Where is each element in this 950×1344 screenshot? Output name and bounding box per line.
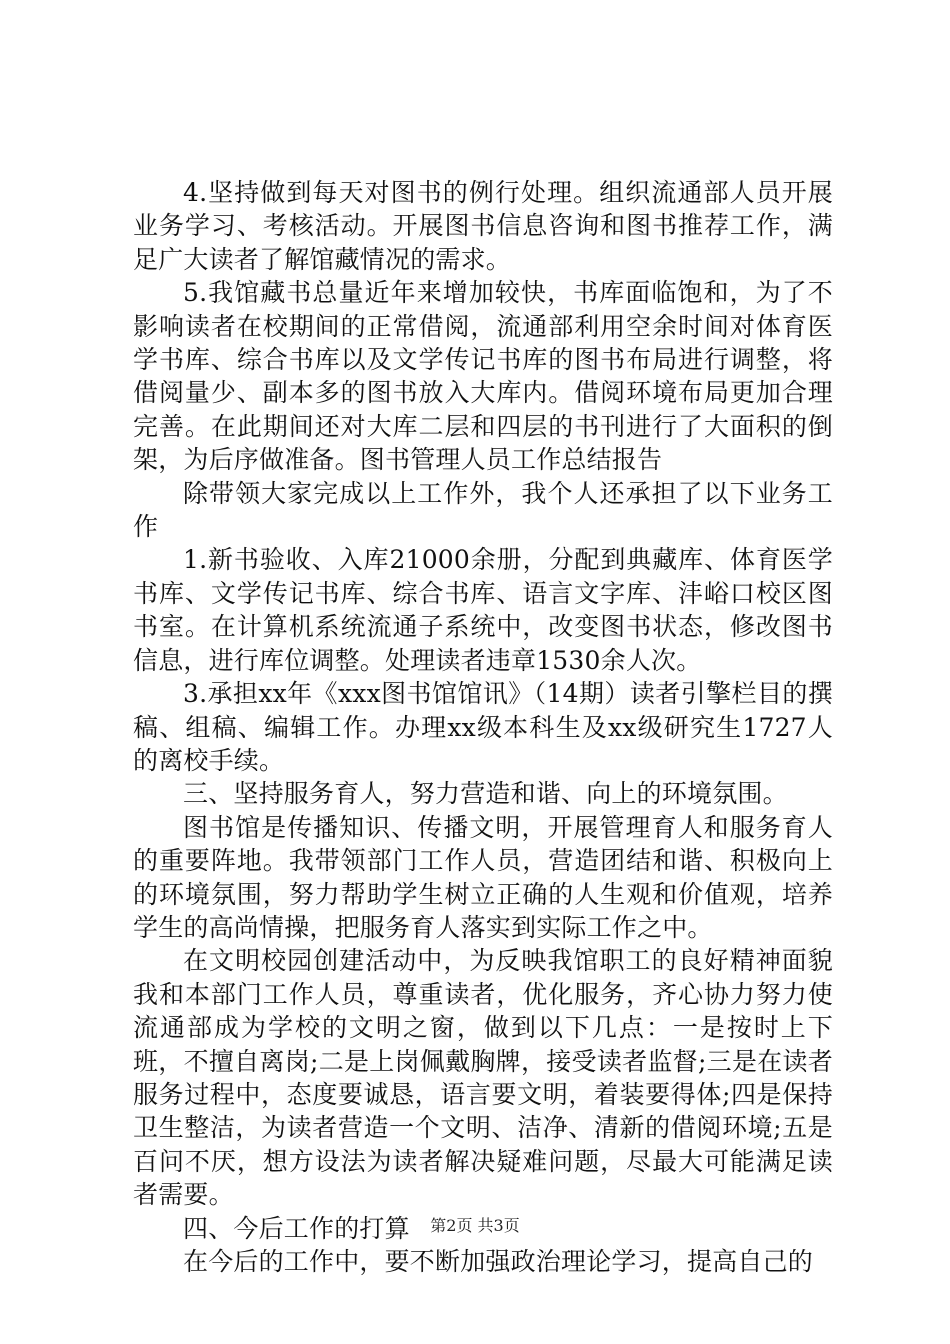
paragraph-routine-processing: 4.坚持做到每天对图书的例行处理。组织流通部人员开展业务学习、考核活动。开展图书信息咨询和图书推荐工作，满足广大读者了解馆藏情况的需求。 [133, 178, 833, 274]
paragraph-future-work: 在今后的工作中，要不断加强政治理论学习，提高自己的 [183, 1247, 814, 1276]
page-number-footer: 第2页 共3页 [430, 1216, 520, 1235]
paragraph-new-books: 1.新书验收、入库21000余册，分配到典藏库、体育医学书库、文学传记书库、综合书库、语言文字库、沣峪口校区图书室。在计算机系统流通子系统中，改变图书状态，修改图书信息，进行库位调整。处理读者违章1530余人次。 [133, 545, 833, 675]
paragraph-collection-adjustment: 5.我馆藏书总量近年来增加较快，书库面临饱和，为了不影响读者在校期间的正常借阅，流通部利用空余时间对体育医学书库、综合书库以及文学传记书库的图书布局进行调整，将借阅量少、副本多的图书放入大库内。借阅环境布局更加合理完善。在此期间还对大库二层和四层的书刊进行了大面积的倒架，为后序做准备。图书管理人员工作总结报告 [133, 278, 833, 475]
section-heading-future-plans: 四、今后工作的打算 [183, 1213, 410, 1243]
paragraph-personal-duties-intro: 除带领大家完成以上工作外，我个人还承担了以下业务工作 [133, 478, 833, 542]
paragraph-newsletter: 3.承担xx年《xxx图书馆馆讯》（14期）读者引擎栏目的撰稿、组稿、编辑工作。办理xx级本科生及xx级研究生1727人的离校手续。 [133, 679, 833, 775]
paragraph-library-mission: 图书馆是传播知识、传播文明，开展管理育人和服务育人的重要阵地。我带领部门工作人员，营造团结和谐、积极向上的环境氛围，努力帮助学生树立正确的人生观和价值观，培养学生的高尚情操，把服务育人落实到实际工作之中。 [133, 812, 833, 942]
paragraph-civilized-campus: 在文明校园创建活动中，为反映我馆职工的良好精神面貌我和本部门工作人员，尊重读者，优化服务，齐心协力努力使流通部成为学校的文明之窗，做到以下几点：一是按时上下班，不擅自离岗;二是上岗佩戴胸牌，接受读者监督;三是在读者服务过程中，态度要诚恳，语言要文明，着装要得体;四是保持卫生整洁，为读者营造一个文明、洁净、清新的借阅环境;五是百问不厌，想方设法为读者解决疑难问题，尽最大可能满足读者需要。 [133, 946, 833, 1210]
document-body [133, 176, 833, 1278]
section-heading-service: 三、坚持服务育人，努力营造和谐、向上的环境氛围。 [183, 779, 788, 809]
